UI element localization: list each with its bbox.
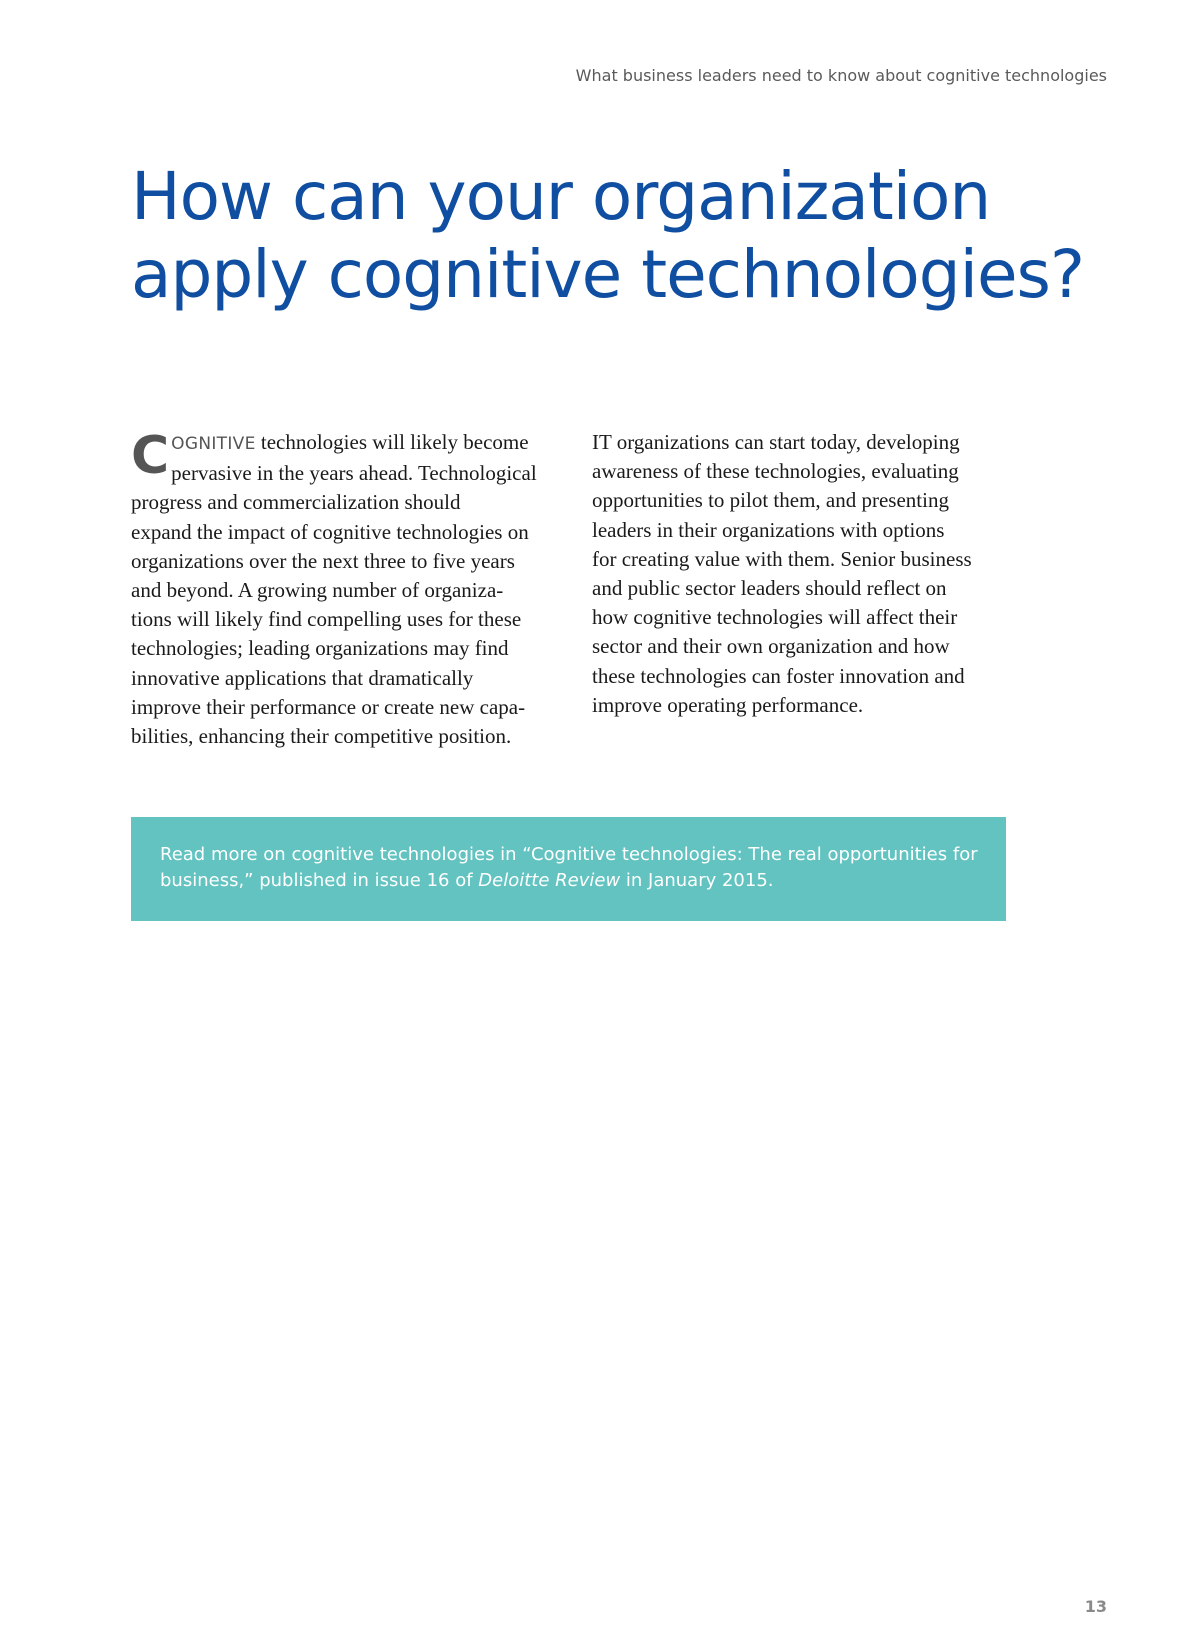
body-line: progress and commercialization should xyxy=(131,490,461,515)
callout-text xyxy=(160,842,978,894)
body-line: organizations over the next three to five years xyxy=(131,548,515,573)
small-caps-lead: OGNITIVE xyxy=(171,434,256,454)
title-line: How can your organization xyxy=(131,158,991,235)
callout-line: Read more on cognitive technologies in “Cognitive technologies: The real opportunities for xyxy=(160,844,978,865)
body-line: IT organizations can start today, developing xyxy=(592,430,960,454)
body-line: innovative applications that dramatically xyxy=(131,665,474,690)
body-line: how cognitive technologies will affect their xyxy=(592,605,958,630)
body-line: technologies; leading organizations may find xyxy=(131,636,509,661)
body-line: leaders in their organizations with options xyxy=(592,517,945,542)
body-line: tions will likely find compelling uses for these xyxy=(131,607,522,632)
body-line: and public sector leaders should reflect on xyxy=(592,576,947,601)
body-column-left xyxy=(131,428,551,751)
body-line: these technologies can foster innovation and xyxy=(592,663,965,688)
callout-line xyxy=(160,868,978,894)
body-line xyxy=(131,428,551,459)
page-title xyxy=(131,158,1091,314)
body-column-right xyxy=(592,428,1012,720)
page-number: 13 xyxy=(1084,1597,1107,1616)
body-line: awareness of these technologies, evaluating xyxy=(592,459,959,484)
body-line: opportunities to pilot them, and presenting xyxy=(592,488,949,513)
title-line: apply cognitive technologies? xyxy=(131,236,1084,313)
body-line: improve operating performance. xyxy=(592,692,864,717)
callout-text-before: business,” published in issue 16 of xyxy=(160,870,479,891)
body-line: sector and their own organization and how xyxy=(592,634,950,659)
body-line: pervasive in the years ahead. Technological xyxy=(171,461,537,486)
body-line: expand the impact of cognitive technologies on xyxy=(131,519,529,544)
first-line-text: technologies will likely become xyxy=(255,430,529,454)
body-line: bilities, enhancing their competitive position. xyxy=(131,724,512,749)
running-header: What business leaders need to know about cognitive technologies xyxy=(575,66,1107,85)
callout-text-after: in January 2015. xyxy=(620,870,774,891)
publication-name: Deloitte Review xyxy=(478,870,621,891)
body-line: improve their performance or create new capa- xyxy=(131,694,526,719)
body-line: for creating value with them. Senior business xyxy=(592,546,972,571)
body-line: and beyond. A growing number of organiza- xyxy=(131,578,504,603)
drop-cap: C xyxy=(131,426,170,486)
read-more-callout xyxy=(131,817,1006,921)
